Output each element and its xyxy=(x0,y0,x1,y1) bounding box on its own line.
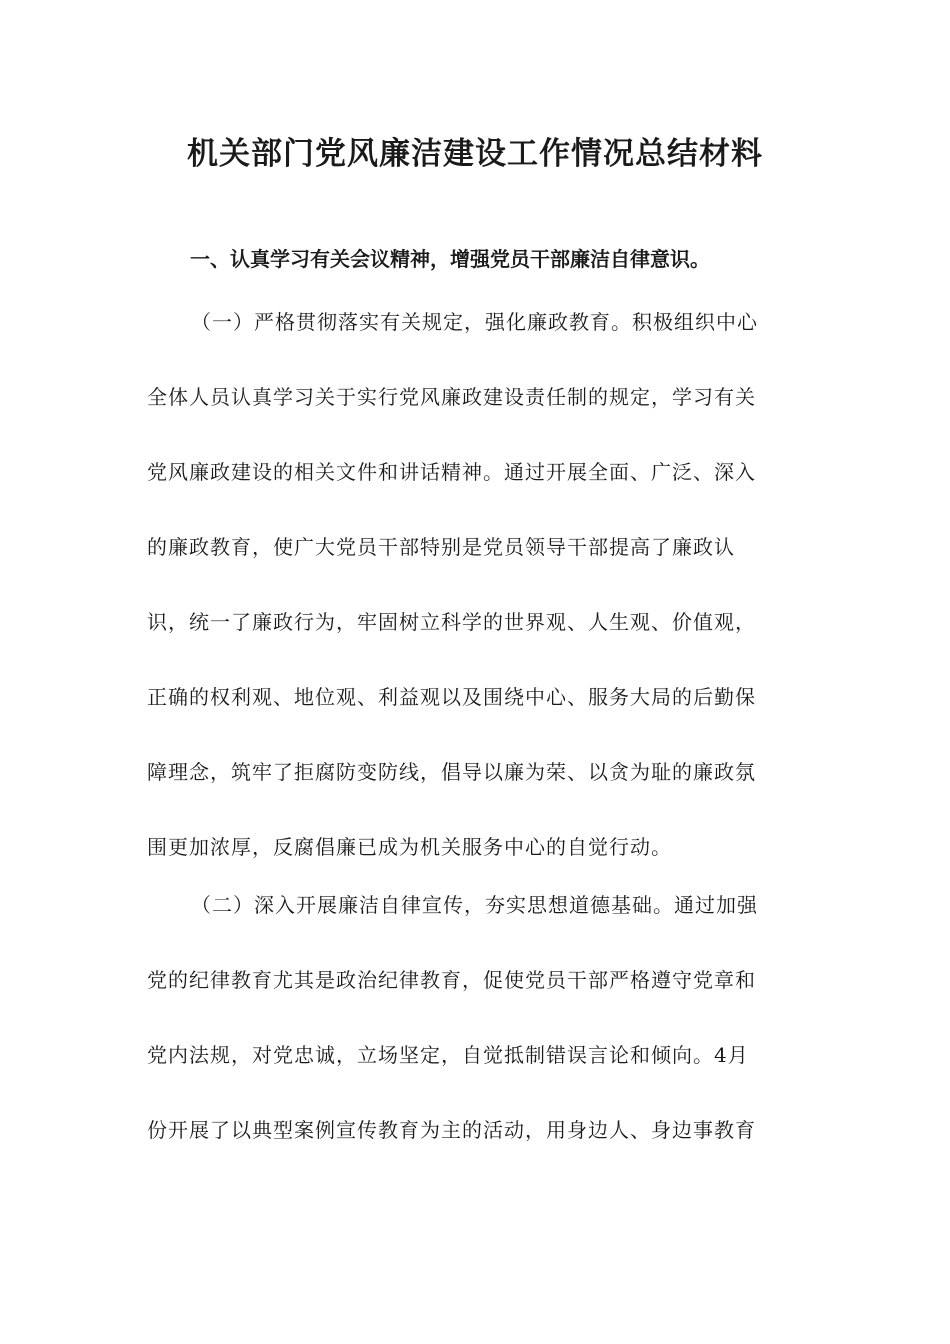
paragraph-line: 全体人员认真学习关于实行党风廉政建设责任制的规定，学习有关 xyxy=(147,385,756,409)
paragraph-line: 党的纪律教育尤其是政治纪律教育，促使党员干部严格遵守党章和 xyxy=(147,968,756,992)
paragraph-line: （二）深入开展廉洁自律宣传，夯实思想道德基础。通过加强 xyxy=(191,893,758,917)
paragraph-line: 党内法规，对党忠诚，立场坚定，自觉抵制错误言论和倾向。4月 xyxy=(147,1043,749,1067)
paragraph-line: 的廉政教育，使广大党员干部特别是党员领导干部提高了廉政认 xyxy=(147,535,735,559)
paragraph-line: 党风廉政建设的相关文件和讲话精神。通过开展全面、广泛、深入 xyxy=(147,460,756,484)
paragraph-line: 识，统一了廉政行为，牢固树立科学的世界观、人生观、价值观， xyxy=(147,610,756,634)
paragraph-line: 正确的权利观、地位观、利益观以及围绕中心、服务大局的后勤保 xyxy=(147,685,756,709)
paragraph-1 xyxy=(147,285,797,885)
document-title: 机关部门党风廉洁建设工作情况总结材料 xyxy=(187,136,763,172)
paragraph-line: 份开展了以典型案例宣传教育为主的活动，用身边人、身边事教育 xyxy=(147,1118,756,1142)
section-heading: 一、认真学习有关会议精神，增强党员干部廉洁自律意识。 xyxy=(190,247,710,271)
paragraph-line: 障理念，筑牢了拒腐防变防线，倡导以廉为荣、以贪为耻的廉政氛 xyxy=(147,760,756,784)
paragraph-line: （一）严格贯彻落实有关规定，强化廉政教育。积极组织中心 xyxy=(191,310,758,334)
paragraph-line: 围更加浓厚，反腐倡廉已成为机关服务中心的自觉行动。 xyxy=(147,835,672,859)
paragraph-2 xyxy=(147,868,797,1168)
